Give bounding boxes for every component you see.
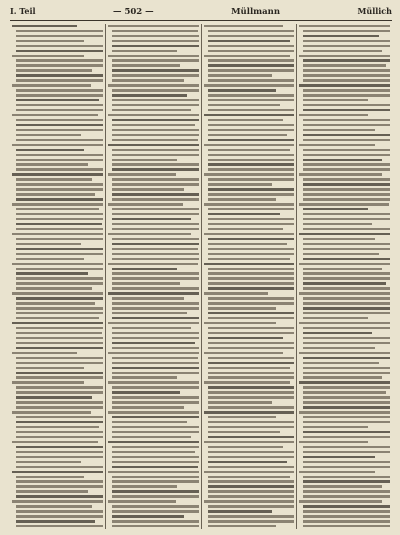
directory-entry-line xyxy=(108,480,199,485)
directory-entry-line xyxy=(12,49,103,54)
directory-entry-line xyxy=(108,381,199,386)
directory-entry-line xyxy=(108,178,199,183)
directory-entry-line xyxy=(204,163,295,168)
directory-entry-line xyxy=(12,470,103,475)
directory-entry-line xyxy=(204,277,295,282)
directory-entry-line xyxy=(108,168,199,173)
directory-entry-line xyxy=(204,49,295,54)
directory-entry-line xyxy=(299,178,390,183)
directory-entry-line xyxy=(12,485,103,490)
directory-entry-line xyxy=(299,480,390,485)
directory-entry-line xyxy=(204,59,295,64)
directory-entry-line xyxy=(108,277,199,282)
directory-entry-line xyxy=(108,272,199,277)
directory-entry-line xyxy=(299,277,390,282)
directory-entry-line xyxy=(299,54,390,59)
column-2 xyxy=(106,24,202,529)
directory-entry-line xyxy=(204,64,295,69)
directory-entry-line xyxy=(299,59,390,64)
directory-entry-line xyxy=(299,272,390,277)
directory-entry-line xyxy=(108,386,199,391)
directory-entry-line xyxy=(204,490,295,495)
directory-entry-line xyxy=(12,267,103,272)
directory-entry-line xyxy=(204,376,295,381)
directory-entry-line xyxy=(12,168,103,173)
directory-entry-line xyxy=(204,153,295,158)
directory-entry-line xyxy=(108,495,199,500)
directory-entry-line xyxy=(299,262,390,267)
directory-entry-line xyxy=(299,282,390,287)
directory-entry-line xyxy=(12,282,103,287)
directory-entry-line xyxy=(204,495,295,500)
directory-entry-line xyxy=(12,277,103,282)
volume-label: I. Teil xyxy=(10,6,36,16)
directory-entry-line xyxy=(108,470,199,475)
directory-entry-line xyxy=(12,524,103,529)
directory-entry-line xyxy=(12,158,103,163)
directory-entry-line xyxy=(108,54,199,59)
directory-entry-line xyxy=(108,490,199,495)
directory-entry-line xyxy=(12,64,103,69)
directory-entry-line xyxy=(12,495,103,500)
directory-entry-line xyxy=(299,49,390,54)
directory-entry-line xyxy=(299,371,390,376)
directory-entry-line xyxy=(204,173,295,178)
directory-entry-line xyxy=(299,524,390,529)
directory-entry-line xyxy=(204,475,295,480)
directory-entry-line xyxy=(204,381,295,386)
directory-entry-line xyxy=(12,59,103,64)
directory-entry-line xyxy=(204,272,295,277)
entry-columns xyxy=(10,24,392,529)
directory-entry-line xyxy=(12,153,103,158)
directory-entry-line xyxy=(108,475,199,480)
directory-entry-line xyxy=(204,69,295,74)
directory-entry-line xyxy=(299,64,390,69)
directory-entry-line xyxy=(299,475,390,480)
directory-entry-line xyxy=(204,485,295,490)
directory-entry-line xyxy=(299,490,390,495)
directory-entry-line xyxy=(204,366,295,371)
directory-entry-line xyxy=(108,163,199,168)
column-1 xyxy=(10,24,106,529)
running-head-right: Müllich xyxy=(357,6,392,16)
directory-entry-line xyxy=(12,173,103,178)
directory-entry-line xyxy=(299,495,390,500)
directory-entry-line xyxy=(12,178,103,183)
directory-entry-line xyxy=(204,54,295,59)
directory-entry-line xyxy=(299,267,390,272)
directory-entry-line xyxy=(108,524,199,529)
directory-entry-line xyxy=(299,158,390,163)
directory-entry-line xyxy=(299,153,390,158)
directory-entry-line xyxy=(108,371,199,376)
directory-entry-line xyxy=(12,386,103,391)
directory-entry-line xyxy=(108,153,199,158)
directory-entry-line xyxy=(299,485,390,490)
directory-entry-line xyxy=(299,163,390,168)
directory-entry-line xyxy=(204,524,295,529)
directory-entry-line xyxy=(299,168,390,173)
directory-entry-line xyxy=(108,366,199,371)
directory-entry-line xyxy=(204,178,295,183)
page-header xyxy=(10,6,392,21)
running-head-left: Müllmann xyxy=(231,7,281,17)
directory-entry-line xyxy=(204,168,295,173)
directory-entry-line xyxy=(12,376,103,381)
directory-entry-line xyxy=(204,386,295,391)
directory-entry-line xyxy=(299,366,390,371)
directory-entry-line xyxy=(204,158,295,163)
directory-entry-line xyxy=(108,59,199,64)
directory-entry-line xyxy=(299,173,390,178)
directory-entry-line xyxy=(12,371,103,376)
directory-entry-line xyxy=(12,480,103,485)
directory-entry-line xyxy=(12,262,103,267)
directory-entry-line xyxy=(204,470,295,475)
directory-entry-line xyxy=(108,262,199,267)
directory-entry-line xyxy=(299,381,390,386)
directory-entry-line xyxy=(204,267,295,272)
directory-entry-line xyxy=(299,386,390,391)
directory-entry-line xyxy=(299,69,390,74)
page-number: — 502 — xyxy=(112,7,154,17)
directory-entry-line xyxy=(204,262,295,267)
directory-entry-line xyxy=(204,282,295,287)
directory-entry-line xyxy=(204,371,295,376)
column-4 xyxy=(297,24,392,529)
column-3 xyxy=(202,24,298,529)
directory-entry-line xyxy=(204,480,295,485)
directory-entry-line xyxy=(108,69,199,74)
directory-entry-line xyxy=(12,69,103,74)
directory-entry-line xyxy=(299,376,390,381)
